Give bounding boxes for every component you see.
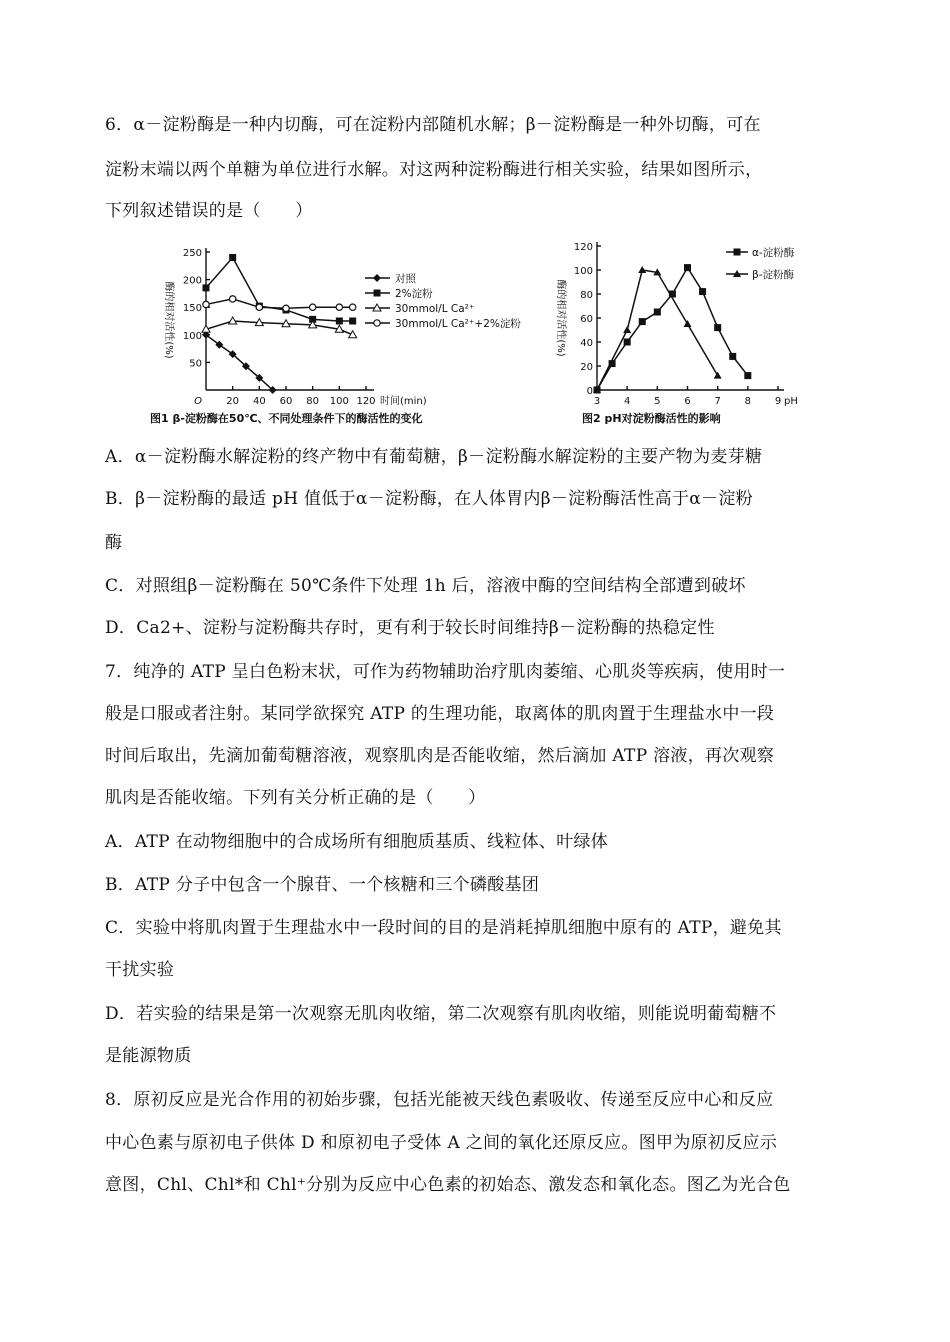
chart1-y-tick-label: 150 [182, 303, 202, 315]
text-line: 酶 [105, 533, 123, 553]
text-line: A．ATP 在动物细胞中的合成场所有细胞质基质、线粒体、叶绿体 [105, 832, 609, 852]
chart2-x-tick-label: 4 [623, 396, 631, 407]
chart1-y-axis-label: 酶的相对活性(%) [163, 281, 174, 359]
chart2-x-tick-label: 6 [684, 396, 691, 407]
chart2-title: 图2 pH对淀粉酶活性的影响 [582, 412, 721, 425]
chart2-x-tick-label: 9 [774, 396, 782, 407]
chart1-legend-marker [373, 274, 381, 282]
text-line: D．若实验的结果是第一次观察无肌肉收缩，第二次观察有肌肉收缩，则能说明葡萄糖不 [105, 1004, 777, 1024]
chart2-data-point [623, 326, 631, 333]
text-line: 下列叙述错误的是（ ） [105, 201, 313, 221]
text-line: 8．原初反应是光合作用的初始步骤，包括光能被天线色素吸收、传递至反应中心和反应 [105, 1090, 774, 1110]
chart2-y-tick-label: 120 [573, 242, 593, 253]
chart1-data-point [203, 284, 210, 291]
chart1-x-tick-label: 40 [252, 396, 266, 407]
text-line: 7．纯净的 ATP 呈白色粉末状，可作为药物辅助治疗肌肉萎缩、心肌炎等疾病，使用时一 [105, 662, 786, 682]
chart1-series-line [206, 299, 353, 308]
chart1-data-point [349, 318, 356, 325]
chart1-x-tick-label: 120 [356, 396, 376, 407]
chart1-x-tick-label: 80 [306, 396, 320, 407]
chart1-y-tick-label: 200 [182, 275, 202, 287]
text-line: 淀粉末端以两个单糖为单位进行水解。对这两种淀粉酶进行相关实验，结果如图所示， [105, 160, 763, 180]
chart1-y-tick-label: 50 [189, 358, 202, 370]
chart1-data-point [229, 296, 235, 302]
text-line: C．实验中将肌肉置于生理盐水中一段时间的目的是消耗掉肌细胞中原有的 ATP，避免其 [105, 918, 782, 938]
chart1-series-line [206, 335, 273, 390]
chart2-data-point [714, 324, 721, 331]
text-line: 般是口服或者注射。某同学欲探究 ATP 的生理功能，取离体的肌肉置于生理盐水中一段 [105, 704, 775, 724]
text-line: B．ATP 分子中包含一个腺苷、一个核糖和三个磷酸基团 [105, 875, 540, 895]
chart1-data-point [309, 304, 315, 310]
chart1-data-point [349, 304, 355, 310]
chart1-legend-label: 对照 [395, 273, 416, 285]
chart1-x-tick-label: 60 [279, 396, 293, 407]
text-line: A．α－淀粉酶水解淀粉的终产物中有葡萄糖，β－淀粉酶水解淀粉的主要产物为麦芽糖 [105, 447, 763, 467]
chart2-y-tick-label: 40 [580, 338, 593, 349]
chart1-data-point [229, 254, 236, 261]
chart2-x-tick-label: 7 [714, 396, 721, 407]
chart2-data-point [639, 318, 646, 325]
chart2-x-tick-label: 8 [744, 396, 752, 407]
chart1-data-point [336, 304, 342, 310]
chart2-y-tick-label: 60 [580, 314, 593, 325]
chart1-legend-marker [374, 320, 380, 326]
text-line: 中心色素与原初电子供体 D 和原初电子受体 A 之间的氧化还原反应。图甲为原初反应示 [105, 1133, 778, 1153]
chart1-x-tick-label: 20 [226, 396, 240, 407]
chart2-y-tick-label: 80 [580, 290, 593, 301]
chart1-y-tick-label: 250 [182, 248, 202, 259]
chart1-data-point [256, 304, 262, 310]
chart2-x-axis-label: pH [784, 396, 798, 407]
chart2-data-point [638, 266, 646, 273]
chart1-x-axis-label: 时间(min) [380, 396, 427, 407]
chart2-data-point [714, 372, 722, 379]
chart2-y-tick-label: 20 [580, 362, 593, 373]
chart1-legend-label: 2%淀粉 [395, 288, 433, 300]
chart1-legend-label: 30mmol/L Ca²⁺ [395, 303, 475, 315]
text-line: 6．α－淀粉酶是一种内切酶，可在淀粉内部随机水解；β－淀粉酶是一种外切酶，可在 [105, 115, 761, 135]
text-line: 是能源物质 [105, 1046, 192, 1066]
chart2-y-axis-label: 酶的相对活性(%) [555, 279, 566, 357]
text-line: 干扰实验 [105, 960, 175, 980]
chart1-title: 图1 β-淀粉酶在50℃、不同处理条件下的酶活性的变化 [150, 412, 423, 425]
chart1-series-line [206, 258, 353, 321]
text-line: B．β－淀粉酶的最适 pH 值低于α－淀粉酶，在人体胃内β－淀粉酶活性高于α－淀粉 [105, 489, 753, 509]
chart2-data-point [624, 339, 631, 346]
text-line: C．对照组β－淀粉酶在 50℃条件下处理 1h 后，溶液中酶的空间结构全部遭到破坏 [105, 576, 746, 596]
chart2-x-tick-label: 3 [593, 396, 601, 407]
chart2-data-point [684, 320, 692, 327]
figure-area [150, 238, 800, 428]
chart2-series-line [597, 268, 748, 390]
chart1-legend-marker [374, 290, 381, 297]
chart2-data-point [729, 353, 736, 360]
text-line: 肌肉是否能收缩。下列有关分析正确的是（ ） [105, 788, 486, 808]
chart1-data-point [283, 305, 289, 311]
chart2-data-point [684, 264, 691, 271]
chart1-y-tick-label: 100 [182, 330, 202, 342]
chart2-y-tick-label: 100 [573, 266, 593, 277]
text-line: D．Ca2+、淀粉与淀粉酶共存时，更有利于较长时间维持β－淀粉酶的热稳定性 [105, 618, 715, 638]
text-line: 意图，Chl、Chl*和 Chl⁺分别为反应中心色素的初始态、激发态和氧化态。图乙为光合色 [105, 1175, 791, 1195]
chart2-y-tick-label: 0 [586, 386, 593, 397]
chart2-legend-marker [734, 249, 741, 256]
chart1-origin-label: O [194, 396, 202, 407]
chart1-x-tick-label: 100 [329, 396, 349, 407]
chart1-data-point [203, 301, 209, 307]
chart1-data-point [336, 318, 343, 325]
chart1-legend-label: 30mmol/L Ca²⁺+2%淀粉 [395, 318, 521, 330]
text-line: 时间后取出，先滴加葡萄糖溶液，观察肌肉是否能收缩，然后滴加 ATP 溶液，再次观察 [105, 746, 775, 766]
chart1-series-line [206, 321, 353, 335]
chart2-data-point [744, 372, 751, 379]
chart2-legend-label: α-淀粉酶 [752, 247, 795, 259]
chart2-data-point [654, 309, 661, 316]
figures-svg [150, 238, 800, 428]
chart2-legend-label: β-淀粉酶 [752, 269, 794, 281]
chart2-data-point [699, 288, 706, 295]
chart2-x-tick-label: 5 [654, 396, 661, 407]
